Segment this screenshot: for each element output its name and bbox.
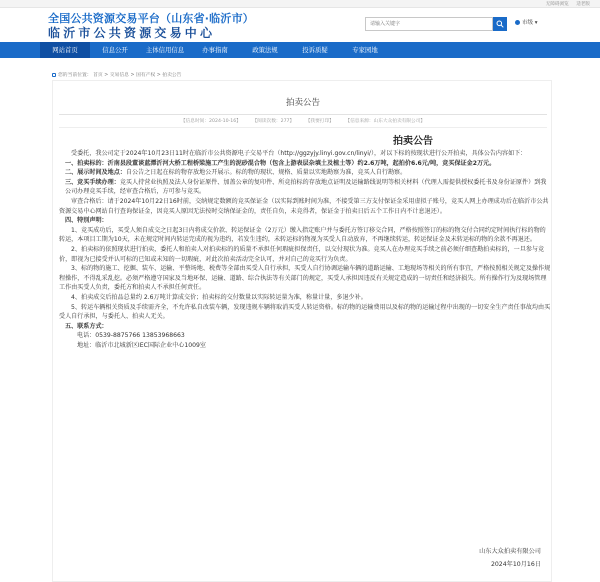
city-selector[interactable]: 市级 ▾ bbox=[515, 18, 538, 26]
statement-item-1: 1、竞买成功后，买受人须自成交之日起3日内将成交价款、转运保证金（2万元）缴入指定账户并与委托方签订移交合同，严格按照签订的标的物交付合同约定时间执行标的物的转运，本项目工期为10天，未在规定时间内转运完成的视为违约，若发生违约，未转运标的物视为买受人自动放弃，不再继续转运，转运保证金及未转运标的物的余款不再退还。 bbox=[59, 226, 546, 244]
site-header bbox=[0, 8, 600, 40]
meta-views: 【阅读次数：277】 bbox=[252, 119, 295, 124]
search-icon bbox=[496, 20, 504, 28]
nav-item-experts[interactable]: 专家园地 bbox=[352, 46, 378, 54]
section-3-label: 三、竞买手续办理： bbox=[65, 178, 120, 186]
nav-item-guide[interactable]: 办事指南 bbox=[202, 46, 228, 54]
intro-paragraph: 受委托，我公司定于2024年10月23日11时在临沂市公共资源电子交易平台（http://ggzyjy.linyi.gov.cn/linyi/），对以下标的按现状进行公开拍卖，具体公告内容如下： bbox=[71, 150, 527, 157]
breadcrumb bbox=[52, 71, 181, 78]
nav-item-credit[interactable]: 主体信用信息 bbox=[145, 46, 185, 54]
meta-print[interactable]: 【我要打印】 bbox=[305, 119, 334, 124]
location-pin-icon bbox=[515, 20, 520, 25]
city-label: 市级 bbox=[522, 20, 534, 26]
search-input[interactable] bbox=[365, 17, 493, 31]
main-nav bbox=[0, 42, 600, 58]
statement-item-3: 3、标的物的施工、挖掘、装车、运输、平整场地、税费等全部由买受人自行承担，买受人自行协调运输车辆的道路运输、工地现场等相关的所有事宜，严格按照相关规定及操作规程操作，不得乱采乱挖。必须严格遵守国家及当地环保、运输、道路、综合执法等有关部门的规定，买受人承担因违反有关规定造成的一切责任和经济损失。所有操作行为及现场管理工作由买受人负责，委托方和拍卖人不承担任何责任。 bbox=[59, 265, 551, 292]
section-4-label: 四、特别声明： bbox=[65, 217, 108, 225]
section-1-text: 沂南县段董谈蓝潭沂河大桥工程桥梁施工产生的泥砂混合物（包含上游表层杂填土及植土等）约2.6万吨，起拍价6.6元/吨，竞买保证金2万元。 bbox=[107, 159, 496, 167]
section-2-text: 自公告之日起在标的物存放地公开展示。标的物的现状、规格、质量以实地勘察为准，竞买人自行勘察。 bbox=[125, 169, 407, 177]
nav-item-policy[interactable]: 政策法规 bbox=[252, 46, 278, 54]
top-utility-bar bbox=[0, 0, 600, 8]
divider bbox=[59, 127, 547, 128]
search-area bbox=[365, 17, 553, 31]
section-1-label: 一、拍卖标的： bbox=[65, 159, 108, 167]
elder-mode-link[interactable]: 适老版 bbox=[576, 2, 590, 7]
article-panel bbox=[52, 80, 552, 582]
statement-item-2: 2、拍卖标的依照现状进行拍卖，委托人和拍卖人对拍卖标的的质量不承担任何瑕疵担保责任，以交付现状为准。竞买人在办理竞买手续之前必须仔细查勘拍卖标的，一旦参与竞价，即视为已接受并认可标的已知或未知的一切瑕疵，对此次拍卖活动完全认可，并对自己的竞买行为负责。 bbox=[59, 245, 545, 263]
article-meta bbox=[53, 118, 553, 124]
announcement-body bbox=[59, 149, 551, 350]
announcement-heading: 拍卖公告 bbox=[393, 136, 433, 147]
meta-source: 【信息来源：山东大众拍卖有限公司】 bbox=[345, 119, 426, 124]
signature-company: 山东大众拍卖有限公司 bbox=[479, 548, 541, 555]
divider bbox=[59, 114, 547, 115]
platform-logo-title[interactable]: 全国公共资源交易平台（山东省·临沂市） bbox=[48, 12, 254, 25]
statement-item-4: 4、拍卖成交后拍品总量约 2.6万吨计算成交价；拍卖标的交付数量以实际转运量为准，称量计量，多退少补。 bbox=[71, 293, 367, 301]
section-2 bbox=[59, 168, 551, 178]
signature-date: 2024年10月16日 bbox=[490, 561, 541, 568]
nav-item-complaint[interactable]: 投诉质疑 bbox=[302, 46, 328, 54]
section-5-label: 五、联系方式： bbox=[65, 322, 108, 330]
nav-item-home[interactable]: 网站首页 bbox=[40, 42, 90, 58]
home-icon bbox=[52, 73, 56, 77]
breadcrumb-text[interactable]: 您的当前位置： 首页 > 交易信息 > 国有产权 > 拍卖公告 bbox=[58, 73, 182, 78]
accessibility-link[interactable]: 无障碍浏览 bbox=[545, 2, 569, 7]
section-3-text: 竞买人持营业执照及法人身份证原件、加盖公章的复印件、所竞拍标的存放地点证明及运输路线说明等相关材料（代理人需提供授权委托书及身份证原件）到我公司办理竞买手续，经审查合格后，方可参与竞买。 bbox=[65, 178, 547, 196]
contact-address: 地址：临沂市北城新区IEC国际企业中心1009室 bbox=[77, 341, 207, 349]
review-paragraph: 审查合格后：请于2024年10月22日16时前，交纳规定数额的竞买保证金（以实际到账时间为准，不接受第三方支付保证金采用虚拟子账号，竞买人网上办理成功后在临沂市公共资源交易中心网站自行查询保证金，因竞买人原因无法按时交纳保证金的，责任自负，未竞得者，保证金于拍卖日后五个工作日内不计息退还）。 bbox=[59, 197, 549, 215]
section-1 bbox=[59, 159, 551, 169]
section-3 bbox=[59, 178, 551, 197]
statement-item-5: 5、转运车辆相关资质及手续需齐全，不允许私自改装车辆，发现违规车辆将取消买受人转运资格。标的物的运输费用以及标的物的运输过程中出现的一切安全生产责任事故均由买受人自行承担，与委托人、拍卖人无关。 bbox=[59, 303, 551, 321]
meta-date: 【信息时间：2024-10-16】 bbox=[180, 119, 241, 124]
contact-phone: 电话：0539-8875766 13853968663 bbox=[77, 332, 185, 340]
section-2-label: 二、展示时间及地点： bbox=[65, 169, 126, 177]
utility-links bbox=[540, 1, 590, 7]
search-button[interactable] bbox=[493, 17, 507, 31]
center-logo-title[interactable]: 临沂市公共资源交易中心 bbox=[48, 26, 216, 40]
nav-item-info[interactable]: 信息公开 bbox=[102, 46, 128, 54]
page-title: 拍卖公告 bbox=[285, 98, 320, 108]
